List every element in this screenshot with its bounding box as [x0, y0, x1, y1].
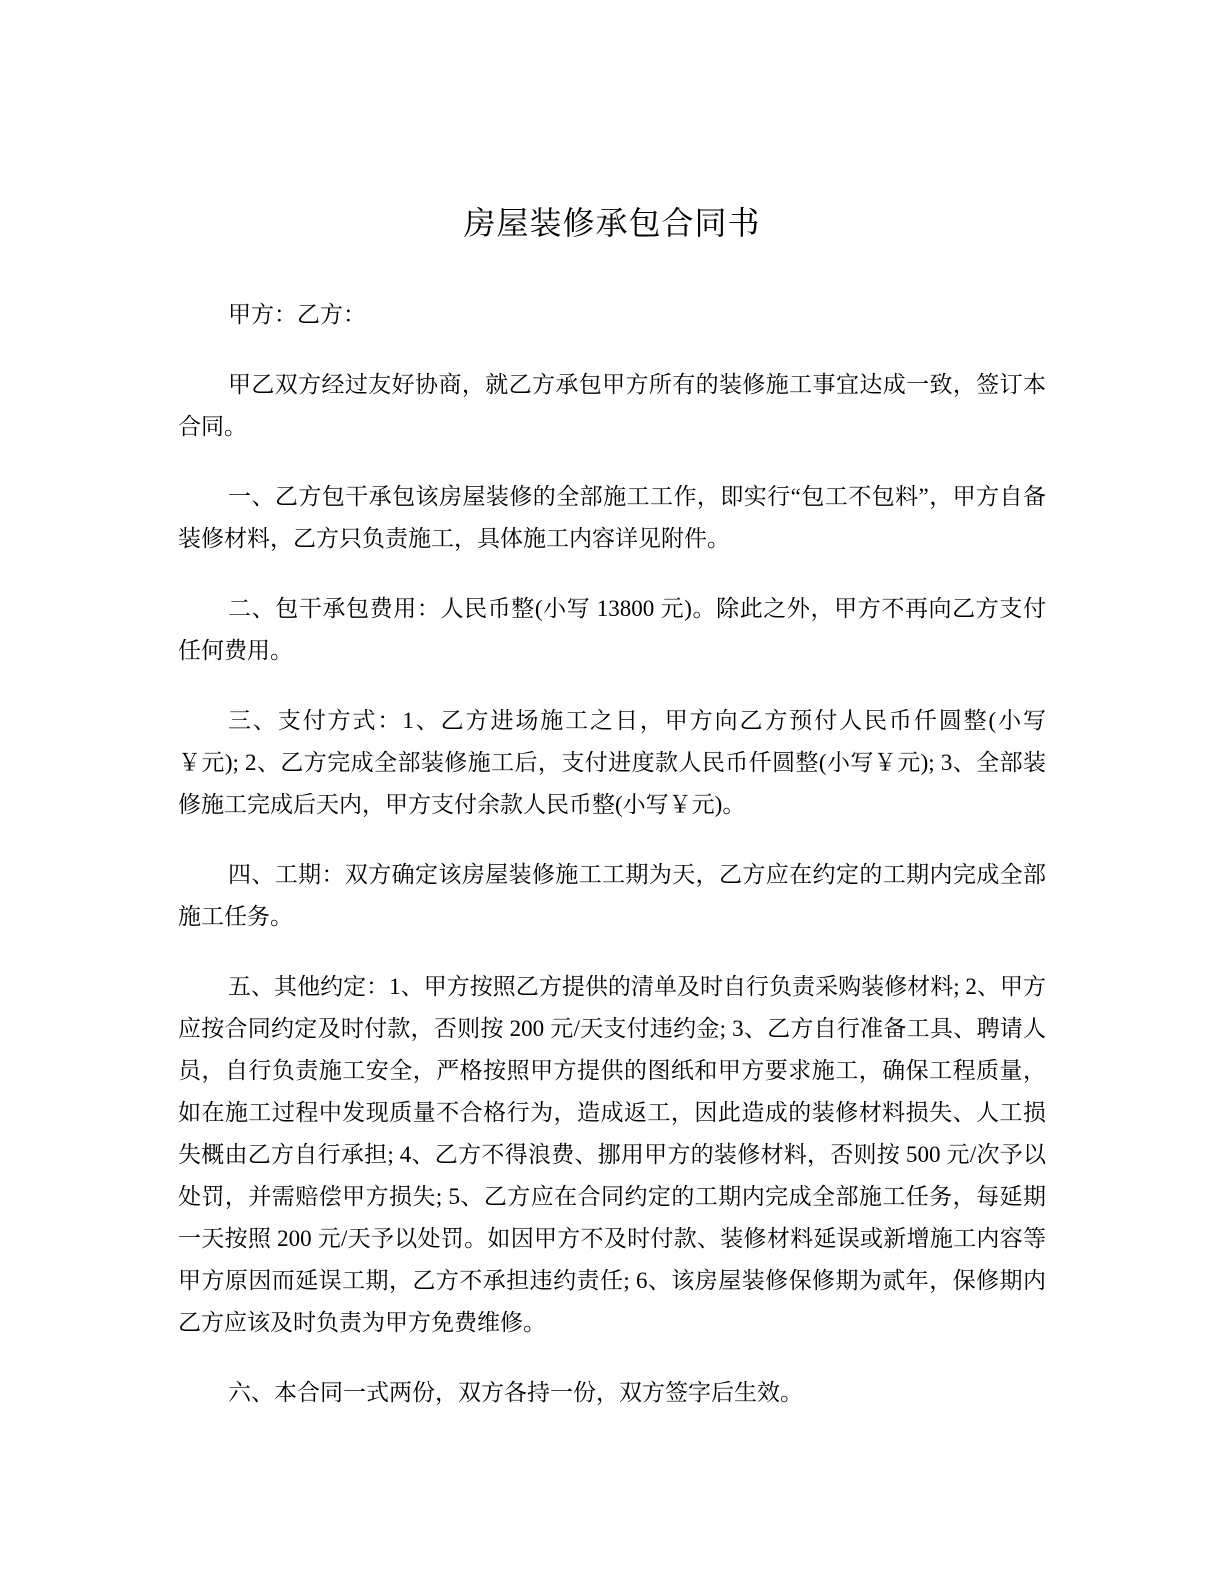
paragraph-clause-1: 一、乙方包干承包该房屋装修的全部施工工作，即实行“包工不包料”，甲方自备装修材料，乙方只负责施工，具体施工内容详见附件。 [178, 484, 1046, 551]
paragraph-clause-3: 三、支付方式：1、乙方进场施工之日，甲方向乙方预付人民币仟圆整(小写 ￥元); 2、乙方完成全部装修施工后，支付进度款人民币仟圆整(小写￥元); 3、全部装修施工完成后天内，甲方支付余款人民币整(小写￥元)。 [178, 708, 1046, 817]
paragraph-parties: 甲方：乙方： [228, 302, 366, 327]
paragraph-clause-2: 二、包干承包费用：人民币整(小写 13800 元)。除此之外，甲方不再向乙方支付任何费用。 [178, 596, 1046, 663]
paragraph-clause-5: 五、其他约定：1、甲方按照乙方提供的清单及时自行负责采购装修材料; 2、甲方应按合同约定及时付款，否则按 200 元/天支付违约金; 3、乙方自行准备工具、聘请人员，自行负责施工安全，严格按照甲方提供的图纸和甲方要求施工，确保工程质量，如在施工过程中发现质量不合格行为，造成返工，因此造成的装修材料损失、人工损失概由乙方自行承担; 4、乙方不得浪费、挪用甲方的装修材料，否则按 500 元/次予以处罚，并需赔偿甲方损失; 5、乙方应在合同约定的工期内完成全部施工任务，每延期一天按照 200 元/天予以处罚。如因甲方不及时付款、装修材料延误或新增施工内容等甲方原因而延误工期，乙方不承担违约责任; 6、该房屋装修保修期为贰年，保修期内乙方应该及时负责为甲方免费维修。 [178, 974, 1046, 1335]
paragraph-clause-4: 四、工期：双方确定该房屋装修施工工期为天，乙方应在约定的工期内完成全部施工任务。 [178, 862, 1046, 929]
document-title: 房屋装修承包合同书 [463, 205, 761, 241]
paragraph-preamble: 甲乙双方经过友好协商，就乙方承包甲方所有的装修施工事宜达成一致，签订本合同。 [178, 372, 1046, 439]
paragraph-clause-6: 六、本合同一式两份，双方各持一份，双方签字后生效。 [228, 1380, 803, 1405]
